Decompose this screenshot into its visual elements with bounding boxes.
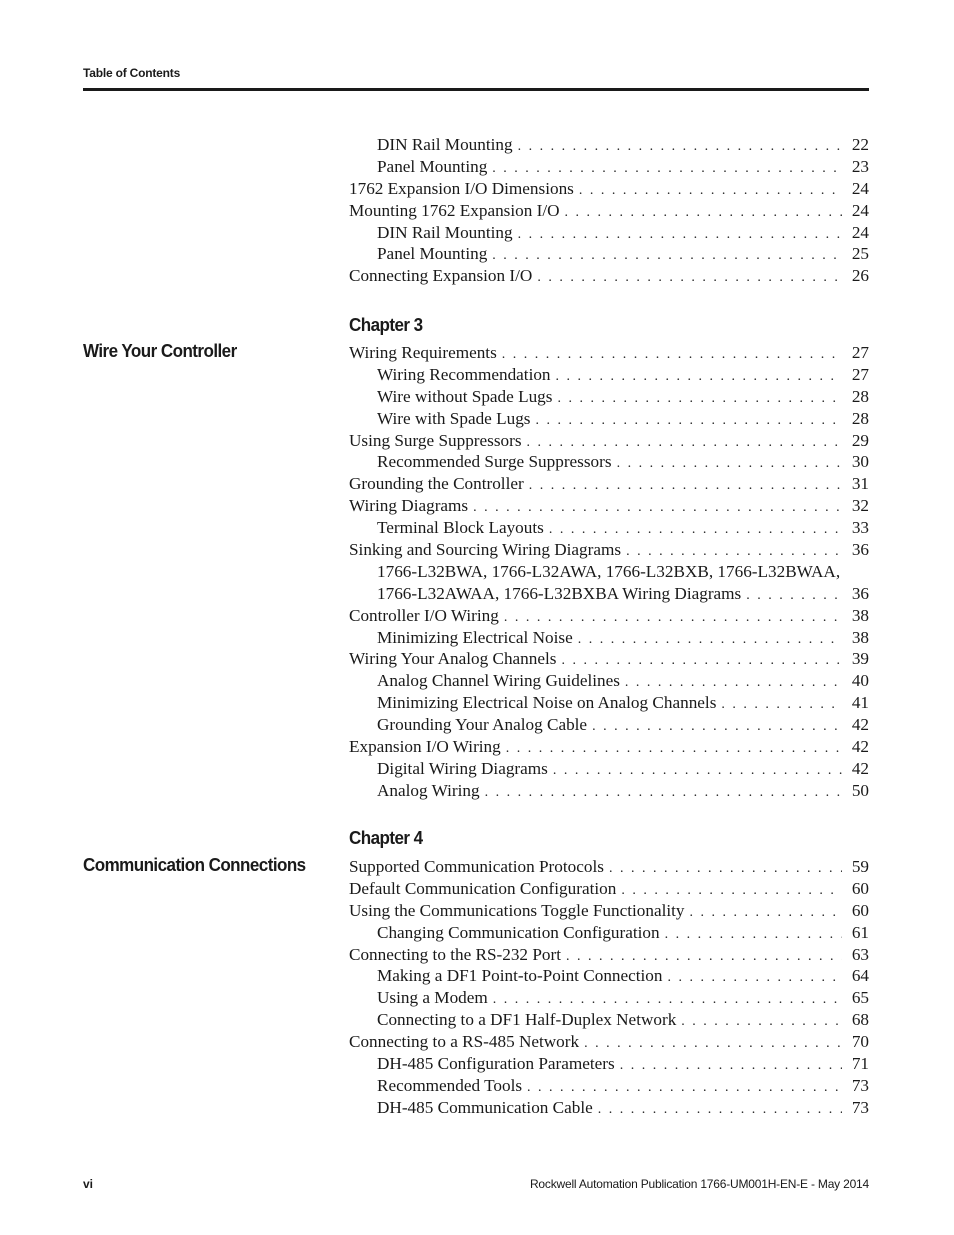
toc-entry-page: 24 <box>851 178 869 198</box>
chapter-3-entries <box>349 342 869 802</box>
toc-entry-title: Panel Mounting <box>377 156 488 176</box>
dot-leader <box>536 410 843 432</box>
dot-leader <box>621 880 842 902</box>
dot-leader <box>504 607 842 629</box>
toc-entry-page: 71 <box>851 1054 869 1074</box>
toc-entry[interactable] <box>349 222 869 244</box>
toc-entry-page: 73 <box>851 1097 869 1117</box>
toc-entry-page: 50 <box>851 780 869 800</box>
toc-entry-page: 68 <box>851 1010 869 1030</box>
dot-leader <box>557 388 842 410</box>
header-rule <box>83 88 869 91</box>
toc-entry-page: 28 <box>851 386 869 406</box>
toc-entry-page: 28 <box>851 408 869 428</box>
toc-entry[interactable] <box>349 583 869 605</box>
toc-entry[interactable] <box>349 627 869 649</box>
dot-leader <box>561 650 842 672</box>
toc-entry-title: 1762 Expansion I/O Dimensions <box>349 178 574 198</box>
toc-entry[interactable] <box>349 364 869 386</box>
toc-entry-page: 36 <box>851 540 869 560</box>
toc-entry-title: Wiring Requirements <box>349 343 497 362</box>
toc-entry[interactable] <box>349 408 869 430</box>
toc-entry[interactable] <box>349 965 869 987</box>
toc-entry[interactable] <box>349 714 869 736</box>
dot-leader <box>492 158 842 180</box>
dot-leader <box>527 432 842 454</box>
toc-entry-title: Grounding the Controller <box>349 474 524 494</box>
toc-entry-page: 27 <box>851 364 869 384</box>
toc-entry-page: 32 <box>851 496 869 516</box>
chapter-4-label: Chapter 4 <box>349 827 423 848</box>
dot-leader <box>690 902 842 924</box>
dot-leader <box>681 1011 842 1033</box>
dot-leader <box>518 224 842 246</box>
toc-entry-page: 60 <box>851 900 869 920</box>
dot-leader <box>537 267 842 289</box>
toc-entry-title: Wiring Diagrams <box>349 496 469 516</box>
toc-entry-title: Using Surge Suppressors <box>349 430 522 450</box>
toc-entry-page: 23 <box>851 156 869 176</box>
toc-entry[interactable] <box>349 1097 869 1119</box>
toc-entry[interactable] <box>349 987 869 1009</box>
toc-entry[interactable] <box>349 243 869 265</box>
toc-entry-title: Changing Communication Configuration <box>377 922 660 942</box>
toc-entry-page: 38 <box>851 605 869 625</box>
toc-entry-title: Expansion I/O Wiring <box>349 737 501 757</box>
toc-entry[interactable] <box>349 517 869 539</box>
dot-leader <box>518 136 842 158</box>
toc-entry[interactable] <box>349 156 869 178</box>
toc-entry[interactable] <box>349 780 869 802</box>
toc-entry-page: 61 <box>851 922 869 942</box>
toc-entry-title: 1766-L32BWA, 1766-L32AWA, 1766-L32BXB, 1766-L32BWAA, <box>377 561 841 581</box>
toc-entry[interactable] <box>349 430 869 452</box>
dot-leader <box>625 672 842 694</box>
toc-entry[interactable] <box>349 1053 869 1075</box>
toc-entry-page: 60 <box>851 878 869 898</box>
toc-entry-page: 27 <box>851 343 869 362</box>
dot-leader <box>592 716 842 738</box>
page-number: vi <box>83 1177 94 1191</box>
toc-entry-title: Mounting 1762 Expansion I/O <box>349 200 560 220</box>
dot-leader <box>492 245 842 267</box>
toc-entry-title: Wiring Your Analog Channels <box>349 649 557 669</box>
dot-leader <box>609 858 842 880</box>
toc-entry-title: Minimizing Electrical Noise on Analog Channels <box>377 693 717 713</box>
toc-entry-title: DH-485 Communication Cable <box>377 1097 593 1117</box>
dot-leader <box>665 924 842 946</box>
dot-leader <box>668 967 843 989</box>
toc-entry[interactable] <box>349 692 869 714</box>
toc-entry-title: DIN Rail Mounting <box>377 222 513 242</box>
dot-leader <box>566 946 842 968</box>
dot-leader <box>598 1099 842 1121</box>
toc-entry[interactable] <box>349 473 869 495</box>
toc-entry-page: 59 <box>851 857 869 876</box>
dot-leader <box>473 497 842 519</box>
toc-entry-title: Connecting to a DF1 Half-Duplex Network <box>377 1010 677 1030</box>
toc-entry[interactable] <box>349 265 869 287</box>
toc-entry[interactable] <box>349 922 869 944</box>
toc-entry-page: 65 <box>851 988 869 1008</box>
toc-entry[interactable] <box>349 605 869 627</box>
chapter-4-entries <box>349 856 869 1119</box>
toc-entry[interactable] <box>349 1031 869 1053</box>
toc-entry-title: Connecting to a RS-485 Network <box>349 1032 580 1052</box>
toc-entry-page: 41 <box>851 693 869 713</box>
running-header: Table of Contents <box>83 66 181 80</box>
toc-entry[interactable] <box>349 856 869 878</box>
dot-leader <box>553 760 842 782</box>
dot-leader <box>506 738 842 760</box>
toc-entry-page: 42 <box>851 758 869 778</box>
toc-entry[interactable] <box>349 736 869 758</box>
toc-entry-title: Minimizing Electrical Noise <box>377 627 573 647</box>
dot-leader <box>584 1033 842 1055</box>
dot-leader <box>579 180 842 202</box>
toc-entry-title: Analog Wiring <box>377 780 480 800</box>
toc-entry-title: Grounding Your Analog Cable <box>377 715 588 735</box>
toc-entry-page: 70 <box>851 1032 869 1052</box>
dot-leader <box>721 694 842 716</box>
toc-entry-title: Using a Modem <box>377 988 488 1008</box>
toc-entry-title: Supported Communication Protocols <box>349 857 604 876</box>
toc-entry[interactable] <box>349 758 869 780</box>
toc-entry-title: Making a DF1 Point-to-Point Connection <box>377 966 663 986</box>
chapter-3-title: Wire Your Controller <box>83 340 237 361</box>
toc-entry-page: 40 <box>851 671 869 691</box>
toc-entry-title: Wire without Spade Lugs <box>377 386 553 406</box>
toc-entry[interactable] <box>349 200 869 222</box>
toc-entry-page: 39 <box>851 649 869 669</box>
toc-entry-title: Connecting to the RS-232 Port <box>349 944 561 964</box>
dot-leader <box>620 1055 842 1077</box>
toc-entry[interactable] <box>349 1075 869 1097</box>
toc-entry[interactable] <box>349 495 869 517</box>
toc-continued-list <box>349 134 869 287</box>
toc-entry-page: 73 <box>851 1075 869 1095</box>
toc-entry-title: Digital Wiring Diagrams <box>377 758 548 778</box>
toc-entry[interactable] <box>349 178 869 200</box>
toc-entry[interactable] <box>349 561 869 583</box>
toc-entry-page: 30 <box>851 452 869 472</box>
toc-entry-title: Wiring Recommendation <box>377 364 551 384</box>
dot-leader <box>493 989 842 1011</box>
toc-entry-title: Connecting Expansion I/O <box>349 266 533 286</box>
dot-leader <box>527 1077 842 1099</box>
toc-entry-page: 26 <box>851 266 869 286</box>
toc-entry[interactable] <box>349 900 869 922</box>
toc-entry-title: Sinking and Sourcing Wiring Diagrams <box>349 540 622 560</box>
toc-entry-title: Default Communication Configuration <box>349 878 617 898</box>
toc-entry-title: DIN Rail Mounting <box>377 135 513 154</box>
toc-entry[interactable] <box>349 670 869 692</box>
toc-entry-title: Panel Mounting <box>377 244 488 264</box>
dot-leader <box>502 344 842 366</box>
toc-entry[interactable] <box>349 878 869 900</box>
toc-entry-page: 42 <box>851 715 869 735</box>
dot-leader <box>556 366 842 388</box>
chapter-4-title: Communication Connections <box>83 854 306 875</box>
toc-entry-title: Terminal Block Layouts <box>377 518 544 538</box>
toc-entry-page: 24 <box>851 200 869 220</box>
dot-leader <box>578 629 842 651</box>
toc-entry-page: 64 <box>851 966 869 986</box>
dot-leader <box>746 585 842 607</box>
dot-leader <box>617 453 842 475</box>
dot-leader <box>565 202 842 224</box>
chapter-3-label: Chapter 3 <box>349 314 423 335</box>
dot-leader <box>529 475 842 497</box>
toc-entry-title: DH-485 Configuration Parameters <box>377 1054 615 1074</box>
toc-entry-page: 29 <box>851 430 869 450</box>
toc-entry-page: 36 <box>851 583 869 603</box>
toc-entry-page: 42 <box>851 737 869 757</box>
toc-entry-page: 25 <box>851 244 869 264</box>
dot-leader <box>549 519 842 541</box>
toc-entry[interactable] <box>349 648 869 670</box>
toc-entry[interactable] <box>349 342 869 364</box>
dot-leader <box>485 782 842 804</box>
publication-info: Rockwell Automation Publication 1766-UM001H-EN-E - May 2014 <box>529 1177 869 1191</box>
toc-entry-page: 33 <box>851 518 869 538</box>
toc-entry-page: 63 <box>851 944 869 964</box>
toc-entry-page: 38 <box>851 627 869 647</box>
toc-entry-title: 1766-L32AWAA, 1766-L32BXBA Wiring Diagrams <box>377 583 742 603</box>
toc-entry[interactable] <box>349 539 869 561</box>
dot-leader <box>626 541 842 563</box>
toc-entry-title: Recommended Surge Suppressors <box>377 452 612 472</box>
toc-entry[interactable] <box>349 451 869 473</box>
toc-entry-title: Recommended Tools <box>377 1075 523 1095</box>
toc-entry-title: Using the Communications Toggle Functionality <box>349 900 685 920</box>
toc-entry[interactable] <box>349 386 869 408</box>
toc-entry[interactable] <box>349 134 869 156</box>
toc-entry-page: 22 <box>851 135 869 154</box>
toc-entry[interactable] <box>349 944 869 966</box>
toc-entry-title: Analog Channel Wiring Guidelines <box>377 671 620 691</box>
toc-entry-page: 24 <box>851 222 869 242</box>
toc-entry[interactable] <box>349 1009 869 1031</box>
toc-entry-title: Wire with Spade Lugs <box>377 408 531 428</box>
toc-entry-page: 31 <box>851 474 869 494</box>
toc-entry-title: Controller I/O Wiring <box>349 605 499 625</box>
